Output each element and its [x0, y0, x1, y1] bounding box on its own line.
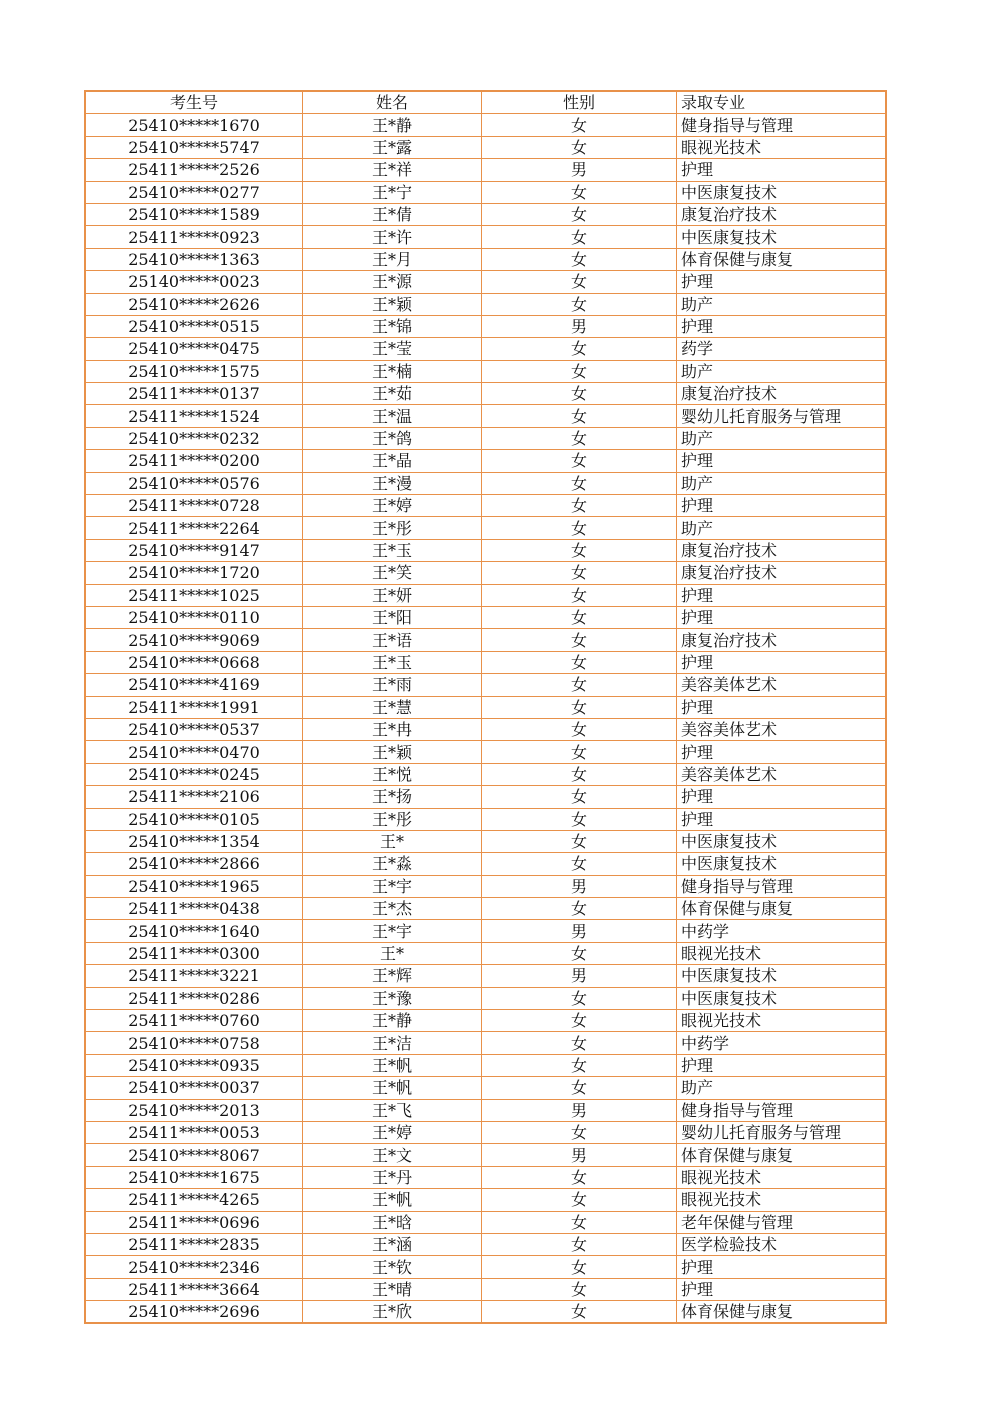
cell-name: 王*颖 — [303, 293, 482, 315]
cell-name: 王*彤 — [303, 808, 482, 830]
cell-gender: 女 — [482, 1077, 677, 1099]
table-row — [85, 472, 886, 494]
table-row — [85, 875, 886, 897]
cell-major: 护理 — [677, 741, 887, 763]
cell-gender: 女 — [482, 271, 677, 293]
cell-name: 王*钦 — [303, 1256, 482, 1278]
cell-exam-id: 25410*****0537 — [85, 718, 303, 740]
cell-name: 王*祥 — [303, 159, 482, 181]
cell-gender: 女 — [482, 808, 677, 830]
cell-exam-id: 25411*****0728 — [85, 495, 303, 517]
cell-major: 体育保健与康复 — [677, 248, 887, 270]
cell-exam-id: 25410*****0232 — [85, 427, 303, 449]
table-row — [85, 293, 886, 315]
cell-name: 王*倩 — [303, 203, 482, 225]
cell-gender: 女 — [482, 651, 677, 673]
cell-exam-id: 25411*****3221 — [85, 965, 303, 987]
cell-gender: 男 — [482, 965, 677, 987]
cell-name: 王*莹 — [303, 338, 482, 360]
table-row — [85, 159, 886, 181]
table-row — [85, 383, 886, 405]
cell-exam-id: 25411*****2835 — [85, 1233, 303, 1255]
cell-major: 中医康复技术 — [677, 181, 887, 203]
cell-exam-id: 25410*****0515 — [85, 315, 303, 337]
cell-name: 王*茹 — [303, 383, 482, 405]
cell-name: 王*帆 — [303, 1189, 482, 1211]
cell-exam-id: 25411*****1991 — [85, 696, 303, 718]
cell-exam-id: 25410*****0758 — [85, 1032, 303, 1054]
cell-major: 助产 — [677, 472, 887, 494]
table-row — [85, 830, 886, 852]
cell-major: 护理 — [677, 651, 887, 673]
cell-exam-id: 25410*****0668 — [85, 651, 303, 673]
cell-exam-id: 25411*****0760 — [85, 1010, 303, 1032]
cell-exam-id: 25411*****0137 — [85, 383, 303, 405]
cell-name: 王*语 — [303, 629, 482, 651]
cell-name: 王*婷 — [303, 1121, 482, 1143]
cell-major: 护理 — [677, 450, 887, 472]
table-row — [85, 203, 886, 225]
cell-exam-id: 25410*****9069 — [85, 629, 303, 651]
cell-exam-id: 25410*****0935 — [85, 1054, 303, 1076]
cell-name: 王*楠 — [303, 360, 482, 382]
cell-name: 王*宇 — [303, 920, 482, 942]
cell-exam-id: 25410*****8067 — [85, 1144, 303, 1166]
table-row — [85, 1256, 886, 1278]
cell-name: 王*宇 — [303, 875, 482, 897]
cell-exam-id: 25410*****1965 — [85, 875, 303, 897]
table-row — [85, 674, 886, 696]
cell-exam-id: 25411*****0923 — [85, 226, 303, 248]
table-row — [85, 405, 886, 427]
cell-major: 美容美体艺术 — [677, 763, 887, 785]
cell-name: 王*漫 — [303, 472, 482, 494]
cell-major: 健身指导与管理 — [677, 114, 887, 136]
cell-gender: 女 — [482, 562, 677, 584]
table-row — [85, 965, 886, 987]
cell-gender: 女 — [482, 472, 677, 494]
admission-sheet — [84, 90, 876, 1324]
cell-major: 护理 — [677, 584, 887, 606]
table-row — [85, 181, 886, 203]
table-row — [85, 1166, 886, 1188]
table-row — [85, 1144, 886, 1166]
cell-gender: 女 — [482, 1189, 677, 1211]
cell-gender: 女 — [482, 853, 677, 875]
cell-name: 王*露 — [303, 136, 482, 158]
cell-gender: 女 — [482, 1121, 677, 1143]
cell-name: 王*淼 — [303, 853, 482, 875]
cell-exam-id: 25410*****9147 — [85, 539, 303, 561]
cell-major: 护理 — [677, 1054, 887, 1076]
cell-gender: 女 — [482, 696, 677, 718]
table-row — [85, 651, 886, 673]
cell-major: 健身指导与管理 — [677, 875, 887, 897]
cell-exam-id: 25410*****1675 — [85, 1166, 303, 1188]
cell-major: 中药学 — [677, 1032, 887, 1054]
table-row — [85, 495, 886, 517]
cell-gender: 男 — [482, 315, 677, 337]
cell-name: 王*阳 — [303, 606, 482, 628]
cell-name: 王* — [303, 830, 482, 852]
cell-gender: 女 — [482, 293, 677, 315]
cell-gender: 女 — [482, 226, 677, 248]
table-row — [85, 718, 886, 740]
cell-name: 王*洁 — [303, 1032, 482, 1054]
cell-name: 王*妍 — [303, 584, 482, 606]
table-row — [85, 360, 886, 382]
cell-major: 中医康复技术 — [677, 853, 887, 875]
cell-name: 王*锦 — [303, 315, 482, 337]
cell-gender: 女 — [482, 987, 677, 1009]
cell-major: 老年保健与管理 — [677, 1211, 887, 1233]
table-row — [85, 338, 886, 360]
cell-gender: 男 — [482, 920, 677, 942]
cell-gender: 女 — [482, 450, 677, 472]
cell-major: 中药学 — [677, 920, 887, 942]
cell-exam-id: 25411*****0053 — [85, 1121, 303, 1143]
cell-exam-id: 25410*****4169 — [85, 674, 303, 696]
cell-major: 医学检验技术 — [677, 1233, 887, 1255]
cell-major: 护理 — [677, 1278, 887, 1300]
cell-name: 王*玉 — [303, 651, 482, 673]
cell-gender: 女 — [482, 181, 677, 203]
cell-exam-id: 25410*****2696 — [85, 1301, 303, 1324]
table-row — [85, 763, 886, 785]
cell-major: 康复治疗技术 — [677, 629, 887, 651]
cell-major: 护理 — [677, 315, 887, 337]
cell-name: 王*静 — [303, 1010, 482, 1032]
cell-gender: 女 — [482, 1278, 677, 1300]
cell-gender: 女 — [482, 427, 677, 449]
table-row — [85, 584, 886, 606]
cell-major: 康复治疗技术 — [677, 562, 887, 584]
cell-gender: 女 — [482, 136, 677, 158]
cell-name: 王*雨 — [303, 674, 482, 696]
cell-exam-id: 25410*****0037 — [85, 1077, 303, 1099]
cell-major: 美容美体艺术 — [677, 674, 887, 696]
cell-exam-id: 25411*****0438 — [85, 898, 303, 920]
table-row — [85, 920, 886, 942]
table-row — [85, 1054, 886, 1076]
cell-major: 中医康复技术 — [677, 830, 887, 852]
cell-major: 护理 — [677, 271, 887, 293]
cell-name: 王*豫 — [303, 987, 482, 1009]
cell-major: 婴幼儿托育服务与管理 — [677, 1121, 887, 1143]
cell-gender: 女 — [482, 1166, 677, 1188]
cell-gender: 女 — [482, 741, 677, 763]
cell-gender: 女 — [482, 1054, 677, 1076]
table-row — [85, 517, 886, 539]
table-row — [85, 114, 886, 136]
cell-name: 王*源 — [303, 271, 482, 293]
cell-exam-id: 25410*****2866 — [85, 853, 303, 875]
cell-name: 王*帆 — [303, 1077, 482, 1099]
cell-gender: 女 — [482, 338, 677, 360]
cell-exam-id: 25411*****0300 — [85, 942, 303, 964]
cell-name: 王*悦 — [303, 763, 482, 785]
cell-gender: 女 — [482, 763, 677, 785]
cell-gender: 女 — [482, 114, 677, 136]
cell-gender: 女 — [482, 674, 677, 696]
cell-exam-id: 25411*****0696 — [85, 1211, 303, 1233]
table-row — [85, 427, 886, 449]
cell-exam-id: 25410*****5747 — [85, 136, 303, 158]
cell-name: 王*冉 — [303, 718, 482, 740]
cell-exam-id: 25410*****2626 — [85, 293, 303, 315]
cell-name: 王*文 — [303, 1144, 482, 1166]
cell-name: 王*慧 — [303, 696, 482, 718]
cell-major: 婴幼儿托育服务与管理 — [677, 405, 887, 427]
cell-name: 王*扬 — [303, 786, 482, 808]
cell-gender: 女 — [482, 383, 677, 405]
cell-name: 王*月 — [303, 248, 482, 270]
cell-exam-id: 25411*****2526 — [85, 159, 303, 181]
cell-exam-id: 25410*****0576 — [85, 472, 303, 494]
table-row — [85, 1032, 886, 1054]
table-row — [85, 696, 886, 718]
cell-exam-id: 25410*****2013 — [85, 1099, 303, 1121]
cell-major: 助产 — [677, 293, 887, 315]
cell-name: 王*涵 — [303, 1233, 482, 1255]
cell-major: 药学 — [677, 338, 887, 360]
cell-name: 王*辉 — [303, 965, 482, 987]
cell-major: 护理 — [677, 495, 887, 517]
cell-gender: 女 — [482, 360, 677, 382]
cell-gender: 女 — [482, 517, 677, 539]
cell-exam-id: 25411*****4265 — [85, 1189, 303, 1211]
cell-gender: 男 — [482, 159, 677, 181]
cell-gender: 女 — [482, 786, 677, 808]
cell-gender: 男 — [482, 1099, 677, 1121]
table-row — [85, 1211, 886, 1233]
cell-major: 护理 — [677, 808, 887, 830]
cell-gender: 女 — [482, 629, 677, 651]
table-row — [85, 315, 886, 337]
cell-major: 体育保健与康复 — [677, 898, 887, 920]
header-name: 姓名 — [303, 91, 482, 114]
table-row — [85, 808, 886, 830]
table-row — [85, 853, 886, 875]
cell-gender: 女 — [482, 830, 677, 852]
table-row — [85, 942, 886, 964]
cell-exam-id: 25410*****1670 — [85, 114, 303, 136]
cell-gender: 女 — [482, 1301, 677, 1324]
cell-major: 康复治疗技术 — [677, 383, 887, 405]
cell-major: 助产 — [677, 427, 887, 449]
admission-table — [84, 90, 887, 1324]
cell-major: 眼视光技术 — [677, 942, 887, 964]
table-row — [85, 629, 886, 651]
cell-exam-id: 25410*****0470 — [85, 741, 303, 763]
cell-exam-id: 25410*****1640 — [85, 920, 303, 942]
cell-major: 护理 — [677, 159, 887, 181]
cell-exam-id: 25411*****2264 — [85, 517, 303, 539]
cell-gender: 女 — [482, 1010, 677, 1032]
cell-name: 王*晶 — [303, 450, 482, 472]
cell-name: 王*飞 — [303, 1099, 482, 1121]
header-row — [85, 91, 886, 114]
cell-gender: 女 — [482, 203, 677, 225]
cell-major: 眼视光技术 — [677, 1010, 887, 1032]
cell-exam-id: 25411*****0286 — [85, 987, 303, 1009]
table-row — [85, 786, 886, 808]
cell-gender: 女 — [482, 495, 677, 517]
header-major: 录取专业 — [677, 91, 887, 114]
cell-major: 护理 — [677, 696, 887, 718]
table-row — [85, 1301, 886, 1324]
cell-gender: 男 — [482, 1144, 677, 1166]
table-row — [85, 1121, 886, 1143]
cell-name: 王*婷 — [303, 495, 482, 517]
table-row — [85, 741, 886, 763]
cell-name: 王*温 — [303, 405, 482, 427]
cell-exam-id: 25410*****1575 — [85, 360, 303, 382]
cell-exam-id: 25411*****1025 — [85, 584, 303, 606]
cell-name: 王*宁 — [303, 181, 482, 203]
cell-exam-id: 25410*****2346 — [85, 1256, 303, 1278]
cell-exam-id: 25140*****0023 — [85, 271, 303, 293]
cell-major: 康复治疗技术 — [677, 203, 887, 225]
cell-gender: 女 — [482, 584, 677, 606]
cell-name: 王*玉 — [303, 539, 482, 561]
cell-exam-id: 25410*****0475 — [85, 338, 303, 360]
cell-name: 王*许 — [303, 226, 482, 248]
cell-name: 王*颖 — [303, 741, 482, 763]
table-row — [85, 606, 886, 628]
cell-name: 王*晴 — [303, 1278, 482, 1300]
table-row — [85, 248, 886, 270]
cell-major: 中医康复技术 — [677, 226, 887, 248]
cell-major: 眼视光技术 — [677, 1166, 887, 1188]
cell-major: 护理 — [677, 1256, 887, 1278]
cell-exam-id: 25411*****3664 — [85, 1278, 303, 1300]
table-row — [85, 271, 886, 293]
cell-exam-id: 25410*****1363 — [85, 248, 303, 270]
cell-gender: 女 — [482, 942, 677, 964]
cell-exam-id: 25410*****0277 — [85, 181, 303, 203]
cell-exam-id: 25411*****1524 — [85, 405, 303, 427]
cell-gender: 女 — [482, 718, 677, 740]
table-row — [85, 1189, 886, 1211]
cell-major: 助产 — [677, 1077, 887, 1099]
header-exam-id: 考生号 — [85, 91, 303, 114]
cell-name: 王*晗 — [303, 1211, 482, 1233]
table-row — [85, 539, 886, 561]
cell-major: 美容美体艺术 — [677, 718, 887, 740]
cell-exam-id: 25410*****0105 — [85, 808, 303, 830]
table-row — [85, 1233, 886, 1255]
cell-gender: 女 — [482, 248, 677, 270]
cell-gender: 女 — [482, 1256, 677, 1278]
cell-gender: 女 — [482, 1211, 677, 1233]
cell-exam-id: 25411*****2106 — [85, 786, 303, 808]
cell-name: 王*丹 — [303, 1166, 482, 1188]
table-row — [85, 1010, 886, 1032]
cell-exam-id: 25411*****0200 — [85, 450, 303, 472]
cell-major: 护理 — [677, 606, 887, 628]
cell-major: 眼视光技术 — [677, 1189, 887, 1211]
table-row — [85, 987, 886, 1009]
cell-major: 护理 — [677, 786, 887, 808]
cell-exam-id: 25410*****1720 — [85, 562, 303, 584]
table-row — [85, 898, 886, 920]
cell-gender: 女 — [482, 405, 677, 427]
cell-major: 体育保健与康复 — [677, 1144, 887, 1166]
table-row — [85, 562, 886, 584]
cell-major: 助产 — [677, 517, 887, 539]
cell-name: 王*欣 — [303, 1301, 482, 1324]
cell-name: 王*鸽 — [303, 427, 482, 449]
cell-name: 王*静 — [303, 114, 482, 136]
cell-gender: 女 — [482, 539, 677, 561]
cell-name: 王*杰 — [303, 898, 482, 920]
cell-exam-id: 25410*****0245 — [85, 763, 303, 785]
header-gender: 性别 — [482, 91, 677, 114]
table-row — [85, 1077, 886, 1099]
cell-gender: 女 — [482, 606, 677, 628]
cell-major: 中医康复技术 — [677, 987, 887, 1009]
cell-name: 王*彤 — [303, 517, 482, 539]
cell-gender: 女 — [482, 898, 677, 920]
cell-major: 中医康复技术 — [677, 965, 887, 987]
table-row — [85, 226, 886, 248]
cell-name: 王*帆 — [303, 1054, 482, 1076]
table-row — [85, 1099, 886, 1121]
table-row — [85, 1278, 886, 1300]
table-row — [85, 136, 886, 158]
cell-name: 王*笑 — [303, 562, 482, 584]
cell-major: 康复治疗技术 — [677, 539, 887, 561]
cell-name: 王* — [303, 942, 482, 964]
cell-major: 助产 — [677, 360, 887, 382]
cell-exam-id: 25410*****0110 — [85, 606, 303, 628]
table-row — [85, 450, 886, 472]
cell-gender: 女 — [482, 1032, 677, 1054]
cell-major: 体育保健与康复 — [677, 1301, 887, 1324]
cell-major: 健身指导与管理 — [677, 1099, 887, 1121]
table-body — [85, 114, 886, 1324]
cell-gender: 男 — [482, 875, 677, 897]
cell-exam-id: 25410*****1589 — [85, 203, 303, 225]
cell-exam-id: 25410*****1354 — [85, 830, 303, 852]
cell-gender: 女 — [482, 1233, 677, 1255]
cell-major: 眼视光技术 — [677, 136, 887, 158]
